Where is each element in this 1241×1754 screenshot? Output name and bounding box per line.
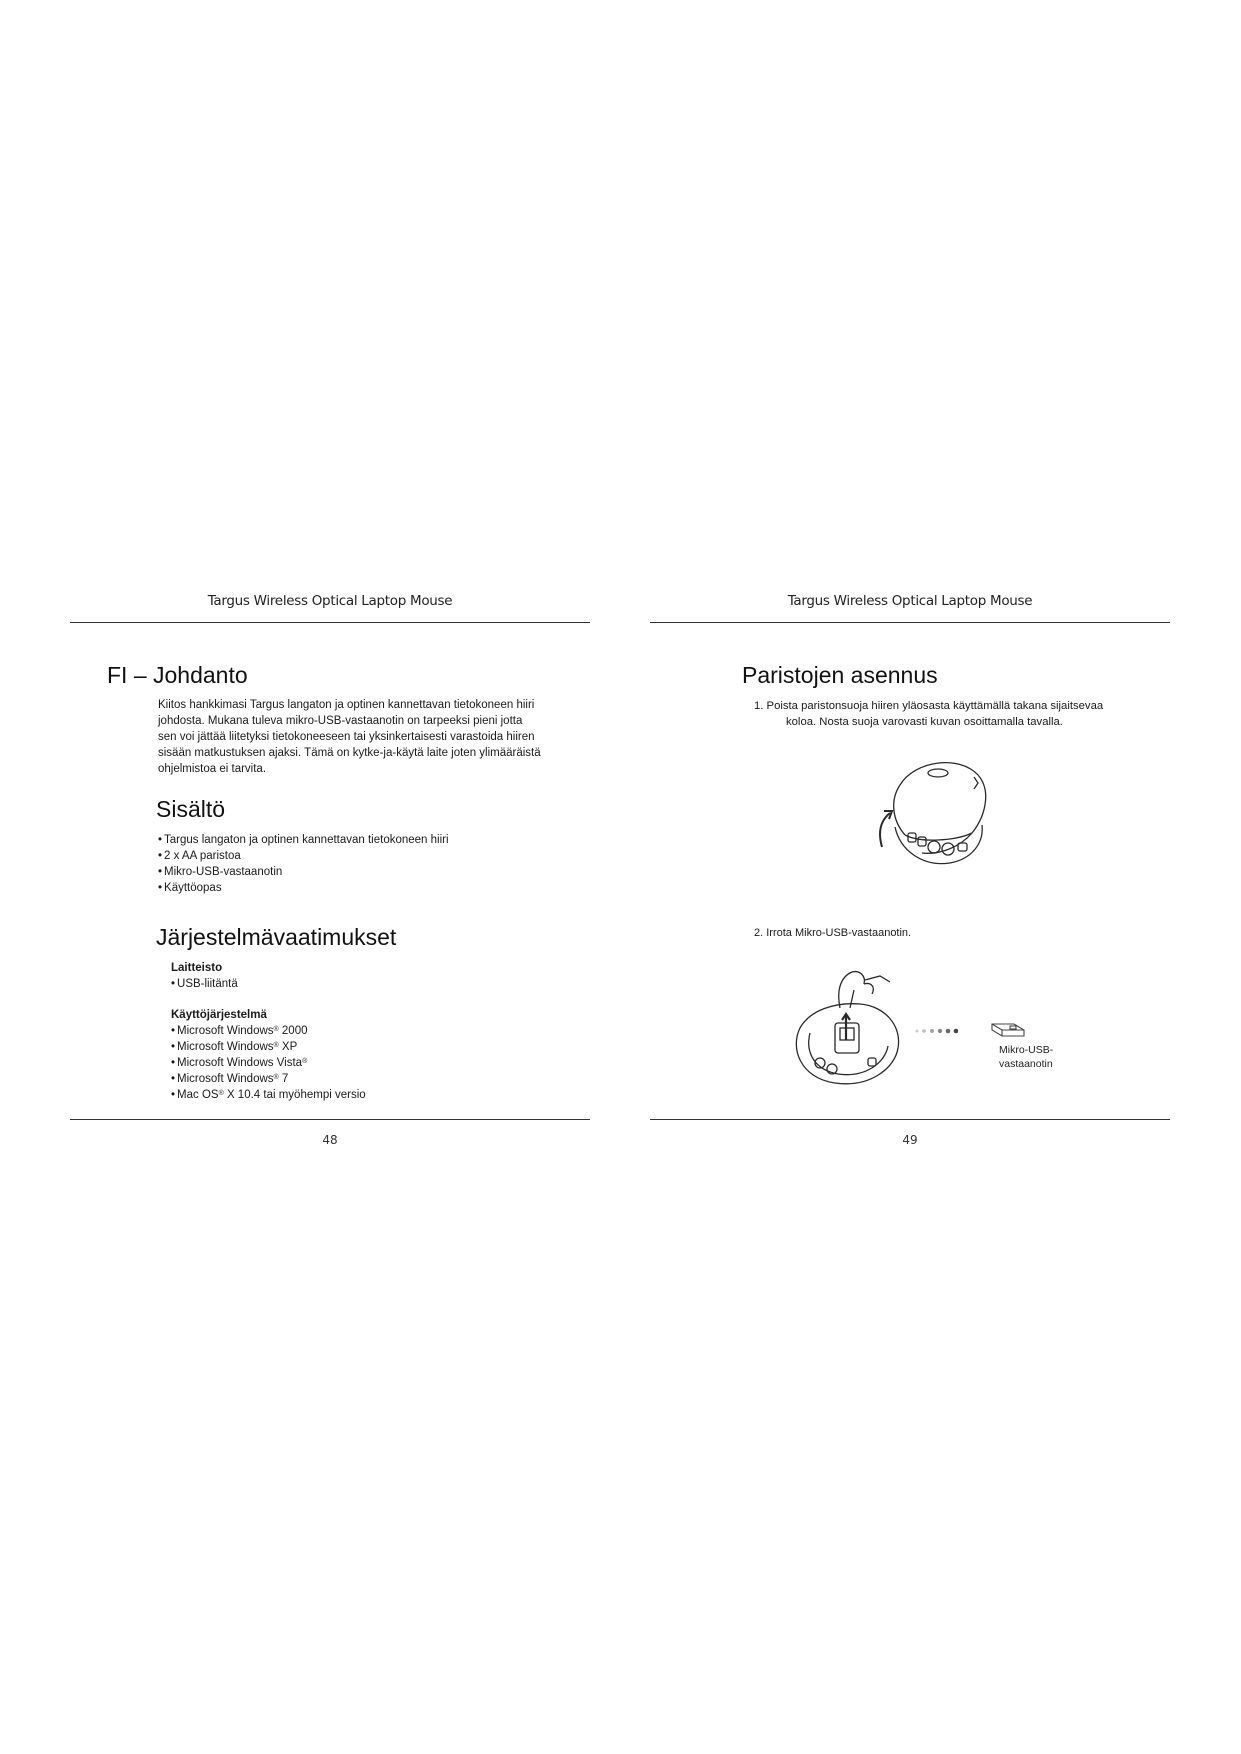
list-item: • 2 x AA paristoa — [158, 848, 598, 864]
header-rule-left — [70, 622, 590, 623]
list-item: • Microsoft Windows® 7 — [171, 1071, 591, 1087]
list-item: • Mikro-USB-vastaanotin — [158, 864, 598, 880]
list-item: • Targus langaton ja optinen kannettavan tietokoneen hiiri — [158, 832, 598, 848]
mouse-open-hand-icon — [780, 968, 920, 1093]
step1-text: 1. Poista paristonsuoja hiiren yläosasta käyttämällä takana sijaitsevaa koloa. Nosta suoja varovasti kuvan osoittamalla tavalla. — [754, 700, 1104, 728]
page-number-left: 48 — [322, 1133, 338, 1147]
intro-heading: FI – Johdanto — [107, 662, 248, 688]
battery-heading: Paristojen asennus — [742, 662, 938, 688]
step2-text: 2. Irrota Mikro-USB-vastaanotin. — [754, 927, 912, 939]
hardware-heading: Laitteisto — [171, 962, 223, 974]
requirements-heading: Järjestelmävaatimukset — [156, 924, 397, 950]
contents-list — [158, 832, 598, 896]
motion-dots — [913, 1026, 958, 1036]
contents-heading: Sisältö — [156, 796, 226, 822]
intro-line: sen voi jättää liitetyksi tietokoneeseen tai yksinkertaisesti varastoida hiiren — [158, 731, 535, 743]
footer-rule-left — [70, 1119, 590, 1120]
intro-line: ohjelmistoa ei tarvita. — [158, 763, 267, 775]
list-item: • Mac OS® X 10.4 tai myöhempi versio — [171, 1087, 591, 1103]
receiver-label: Mikro-USB- vastaanotin — [999, 1044, 1054, 1070]
list-item: • Microsoft Windows Vista® — [171, 1055, 591, 1071]
requirements-block — [171, 960, 591, 1103]
list-item: • USB-liitäntä — [171, 976, 591, 992]
hardware-list — [171, 976, 591, 992]
intro-line: Kiitos hankkimasi Targus langaton ja optinen kannettavan tietokoneen hiiri — [158, 699, 535, 711]
intro-line: johdosta. Mukana tuleva mikro-USB-vastaanotin on tarpeeksi pieni jotta — [158, 715, 523, 727]
header-rule-right — [650, 622, 1170, 623]
usb-receiver-icon — [988, 1018, 1030, 1040]
running-header-right: Targus Wireless Optical Laptop Mouse — [787, 593, 1033, 609]
page-number-right: 49 — [902, 1133, 918, 1147]
intro-line: sisään matkustuksen ajaksi. Tämä on kytke-ja-käytä laite joten ylimääräistä — [158, 747, 541, 759]
list-item: • Microsoft Windows® XP — [171, 1039, 591, 1055]
running-header-left: Targus Wireless Optical Laptop Mouse — [207, 593, 453, 609]
left-page — [70, 580, 600, 1160]
os-list — [171, 1023, 591, 1103]
right-page — [650, 580, 1180, 1160]
footer-rule-right — [650, 1119, 1170, 1120]
list-item: • Microsoft Windows® 2000 — [171, 1023, 591, 1039]
intro-paragraph — [158, 697, 598, 777]
os-heading: Käyttöjärjestelmä — [171, 1009, 267, 1021]
mouse-battery-cover-icon — [860, 755, 990, 870]
list-item: • Käyttöopas — [158, 880, 598, 896]
